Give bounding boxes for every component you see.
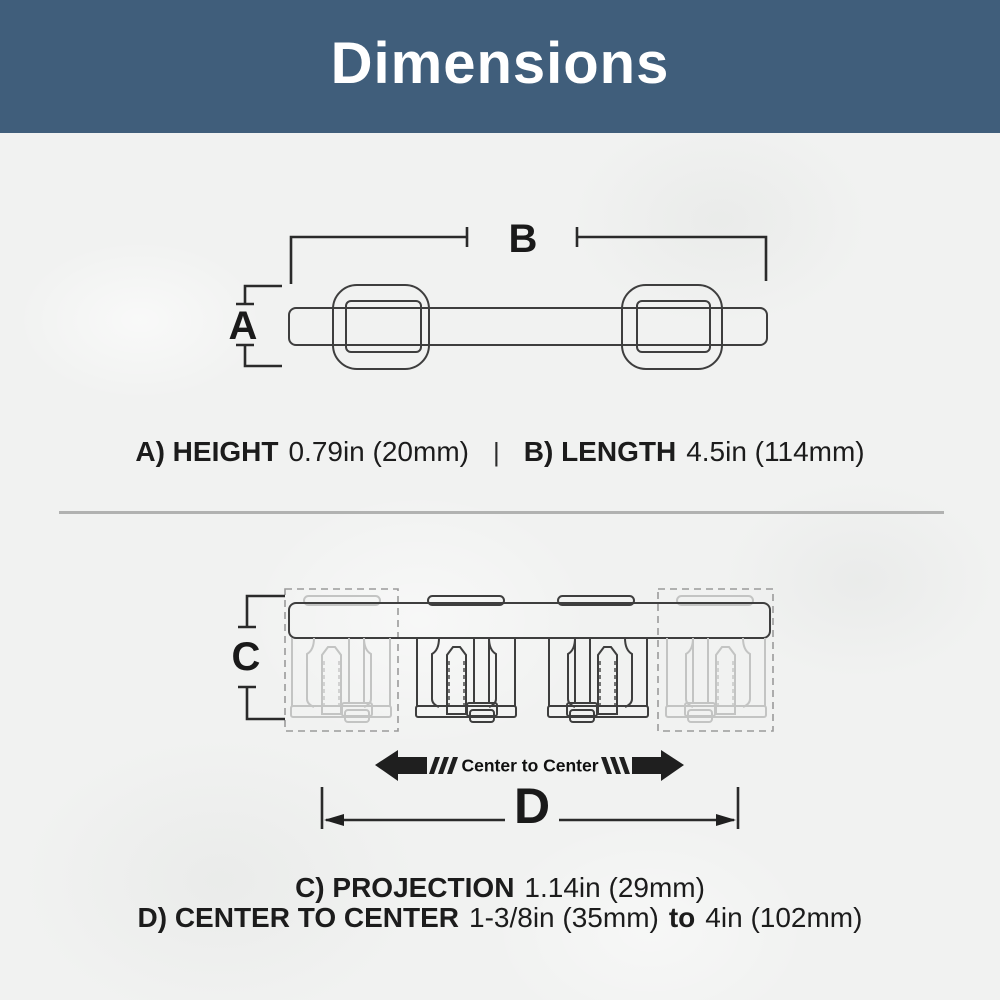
pull-bar-side	[289, 603, 770, 638]
projection-spec-key: C) PROJECTION	[295, 872, 515, 903]
post-assembly-ghost-right	[666, 638, 766, 722]
side-view-diagram	[238, 589, 773, 834]
center-to-center-dimension-label: D	[513, 778, 551, 834]
pull-bar-front	[289, 308, 767, 345]
projection-spec-line	[0, 872, 1000, 904]
section-divider	[59, 511, 944, 514]
left-direction-arrow-icon	[375, 750, 458, 781]
page-title: Dimensions	[330, 31, 670, 96]
projection-spec-value: 1.14in (29mm)	[524, 872, 705, 903]
center-spec-range-word: to	[668, 902, 696, 933]
length-dimension-label: B	[508, 217, 538, 261]
front-view-diagram	[236, 227, 767, 369]
post-assembly-left	[416, 638, 516, 722]
center-spec-max: 4in (102mm)	[705, 902, 863, 933]
post-assembly-ghost-left	[291, 638, 391, 722]
right-direction-arrow-icon	[601, 750, 684, 781]
spec-separator: |	[492, 437, 500, 467]
projection-dimension-label: C	[231, 635, 261, 679]
post-assembly-right	[548, 638, 648, 722]
height-spec-value: 0.79in (20mm)	[288, 436, 469, 467]
length-spec-key: B) LENGTH	[523, 436, 677, 467]
pull-foot-left-outer	[333, 285, 429, 369]
front-view-specs	[0, 436, 1000, 468]
center-to-center-caption: Center to Center	[461, 755, 599, 776]
length-spec-value: 4.5in (114mm)	[686, 436, 865, 467]
center-to-center-spec-line	[0, 902, 1000, 934]
center-spec-key: D) CENTER TO CENTER	[137, 902, 460, 933]
height-spec-key: A) HEIGHT	[135, 436, 279, 467]
center-spec-min: 1-3/8in (35mm)	[469, 902, 659, 933]
height-dimension-label: A	[228, 304, 258, 348]
pull-front-drawing	[289, 285, 767, 369]
